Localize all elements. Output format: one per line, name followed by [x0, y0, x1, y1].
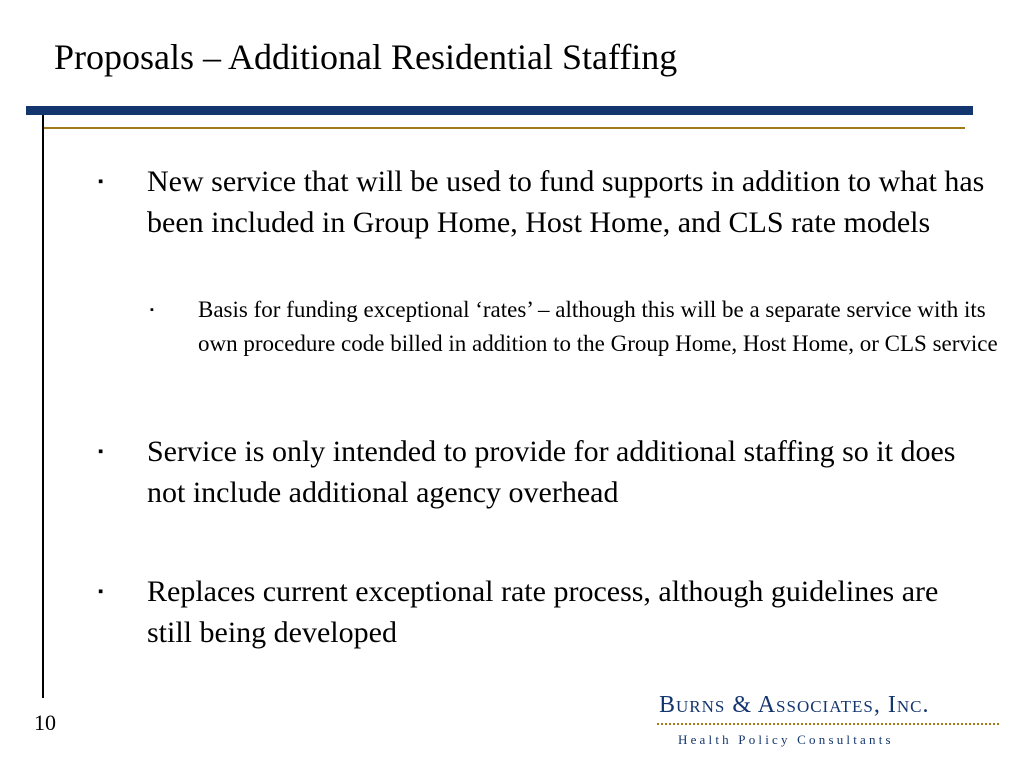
- bullet-1-sub-text: Basis for funding exceptional ‘rates’ – although this will be a separate service with its own procedure code billed in addition to the Group Home, Host Home, or CLS service: [198, 297, 998, 356]
- logo-tagline: Health Policy Consultants: [678, 732, 894, 747]
- page-number: 10: [34, 710, 56, 735]
- bullet-marker-icon: ▪: [98, 584, 104, 600]
- logo-company-name: Burns & Associates, Inc.: [659, 692, 930, 718]
- left-vertical-rule: [42, 115, 44, 698]
- bullet-marker-icon: ▪: [98, 174, 104, 190]
- bullet-2-text: Service is only intended to provide for additional staffing so it does not include additional agency overhead: [147, 435, 956, 509]
- bullet-marker-icon: ▪: [98, 444, 104, 460]
- sub-bullet-marker-icon: ▪: [150, 304, 154, 316]
- bullet-3-text: Replaces current exceptional rate process, although guidelines are still being developed: [147, 575, 939, 649]
- bullet-1-text: New service that will be used to fund supports in addition to what has been included in Group Home, Host Home, and CLS rate models: [147, 165, 985, 239]
- logo-dotted-rule: [657, 723, 999, 725]
- title-rule-navy: [26, 106, 973, 115]
- slide-title: Proposals – Additional Residential Staffing: [54, 37, 678, 77]
- title-rule-gold: [44, 127, 965, 129]
